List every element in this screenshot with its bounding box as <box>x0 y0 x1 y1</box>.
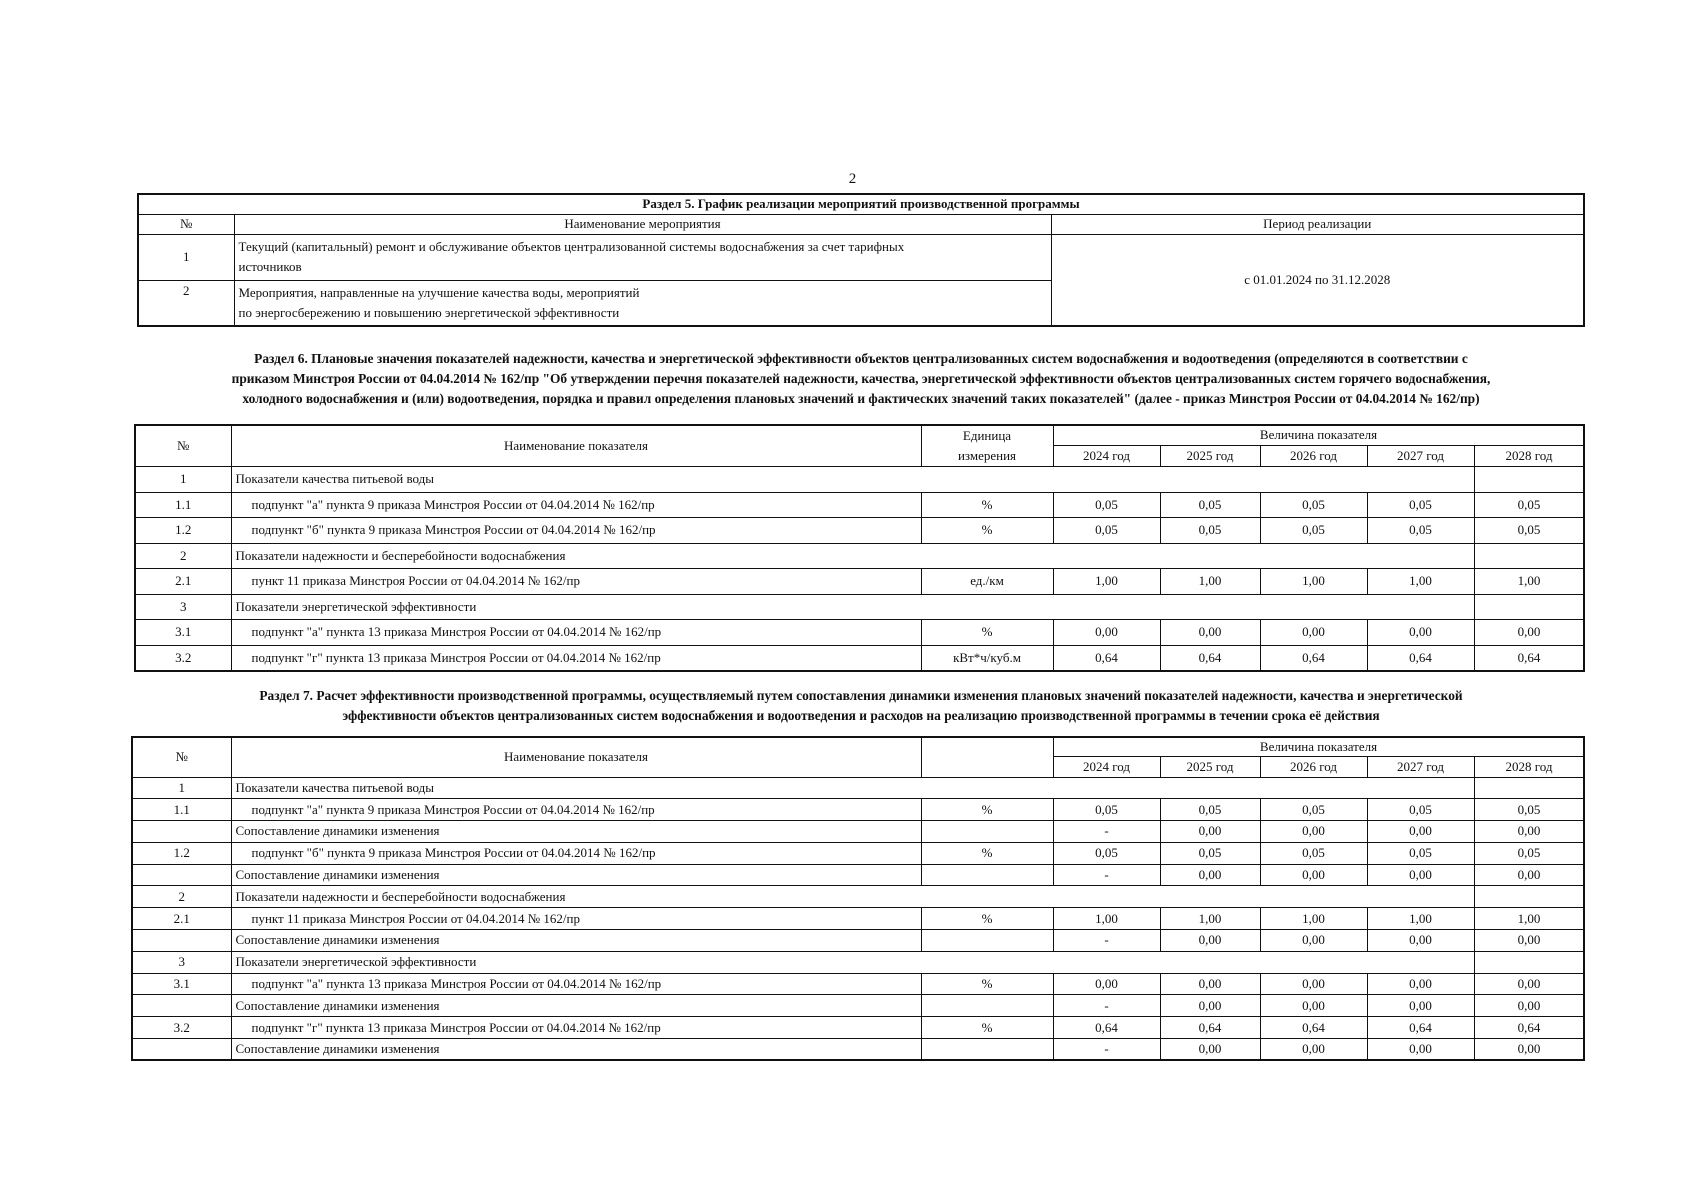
value-cell: 0,00 <box>1474 930 1584 952</box>
empty-cell <box>1474 951 1584 973</box>
value-cell: 1,00 <box>1260 908 1367 930</box>
indicator-name: подпункт "г" пункта 13 приказа Минстроя России от 04.04.2014 № 162/пр <box>231 1017 921 1039</box>
table-row <box>135 645 1584 671</box>
row-number: 3 <box>132 951 231 973</box>
value-cell: 0,05 <box>1474 492 1584 518</box>
value-cell: 0,00 <box>1367 995 1474 1017</box>
unit-cell: % <box>921 492 1053 518</box>
section7-title-line: Раздел 7. Расчет эффективности производственной программы, осуществляемый путем сопоставления динамики изменения плановых значений показателей надежности, качества и энергетической <box>259 688 1463 703</box>
value-cell: 0,00 <box>1474 620 1584 646</box>
section7-title-line: эффективности объектов централизованных систем водоснабжения и водоотведения и расходов на реализацию производственной программы в течении срока её действия <box>342 708 1380 723</box>
section6-title <box>138 349 1584 409</box>
empty-cell <box>1474 594 1584 620</box>
col-header-year: 2025 год <box>1160 445 1260 466</box>
unit-cell <box>921 864 1053 886</box>
value-cell: 0,05 <box>1053 842 1160 864</box>
col-header-period: Период реализации <box>1051 214 1584 234</box>
value-cell: 0,00 <box>1160 620 1260 646</box>
value-cell: 0,05 <box>1260 492 1367 518</box>
value-cell: 1,00 <box>1474 569 1584 595</box>
value-cell: 0,00 <box>1160 864 1260 886</box>
value-cell: 1,00 <box>1367 569 1474 595</box>
group-name: Показатели энергетической эффективности <box>231 594 1474 620</box>
col-header-year: 2026 год <box>1260 445 1367 466</box>
value-cell: 0,00 <box>1160 821 1260 843</box>
value-cell: 1,00 <box>1053 908 1160 930</box>
activity-name <box>234 234 1051 280</box>
indicator-name: подпункт "а" пункта 9 приказа Минстроя России от 04.04.2014 № 162/пр <box>231 799 921 821</box>
value-cell: 0,64 <box>1367 645 1474 671</box>
value-cell: 0,05 <box>1474 842 1584 864</box>
value-cell: 0,05 <box>1160 842 1260 864</box>
row-number: 2 <box>135 543 231 569</box>
value-cell: 0,00 <box>1260 864 1367 886</box>
row-number <box>132 864 231 886</box>
row-number: 2 <box>132 886 231 908</box>
group-row <box>132 886 1584 908</box>
value-cell: 0,00 <box>1474 1039 1584 1061</box>
group-name: Показатели качества питьевой воды <box>231 777 1474 799</box>
row-number: 1 <box>135 467 231 493</box>
value-cell: - <box>1053 995 1160 1017</box>
value-cell: 0,64 <box>1160 1017 1260 1039</box>
section6-title-line: холодного водоснабжения и (или) водоотведения, порядка и правил определения плановых значений и фактических значений таких показателей" (далее - приказ Минстроя России от 04.04.2014 № 162/пр) <box>242 391 1480 406</box>
table-row <box>138 234 1584 280</box>
unit-cell: % <box>921 1017 1053 1039</box>
row-number: 2.1 <box>135 569 231 595</box>
value-cell: 0,05 <box>1260 799 1367 821</box>
value-cell: 0,00 <box>1260 620 1367 646</box>
row-number: 3.1 <box>132 973 231 995</box>
group-row <box>132 951 1584 973</box>
unit-cell <box>921 1039 1053 1061</box>
value-cell: 0,00 <box>1474 864 1584 886</box>
row-number <box>132 995 231 1017</box>
value-cell: 0,05 <box>1260 842 1367 864</box>
empty-cell <box>1474 886 1584 908</box>
indicator-name: подпункт "а" пункта 13 приказа Минстроя России от 04.04.2014 № 162/пр <box>231 620 921 646</box>
row-number: 1.1 <box>135 492 231 518</box>
value-cell: 0,00 <box>1160 1039 1260 1061</box>
table-row <box>135 518 1584 544</box>
value-cell: 1,00 <box>1160 908 1260 930</box>
row-number: 2 <box>138 280 234 326</box>
row-number: 3.2 <box>132 1017 231 1039</box>
comparison-label: Сопоставление динамики изменения <box>231 864 921 886</box>
activity-name-line: источников <box>238 259 302 274</box>
value-cell: 0,00 <box>1260 1039 1367 1061</box>
indicator-name: подпункт "б" пункта 9 приказа Минстроя России от 04.04.2014 № 162/пр <box>231 842 921 864</box>
table-row <box>135 492 1584 518</box>
value-cell: 1,00 <box>1053 569 1160 595</box>
col-header-unit-line: Единица <box>962 428 1012 443</box>
value-cell: 1,00 <box>1260 569 1367 595</box>
unit-cell: кВт*ч/куб.м <box>921 645 1053 671</box>
value-cell: - <box>1053 930 1160 952</box>
row-number <box>132 821 231 843</box>
col-header-year: 2027 год <box>1367 445 1474 466</box>
value-cell: 0,64 <box>1160 645 1260 671</box>
value-cell: 0,05 <box>1474 518 1584 544</box>
value-cell: 0,05 <box>1160 492 1260 518</box>
value-cell: 0,00 <box>1367 1039 1474 1061</box>
col-header-unit-line: измерения <box>957 448 1017 463</box>
group-name: Показатели надежности и бесперебойности водоснабжения <box>231 543 1474 569</box>
group-name: Показатели энергетической эффективности <box>231 951 1474 973</box>
table-row <box>135 569 1584 595</box>
row-number: 1 <box>132 777 231 799</box>
value-cell: 0,05 <box>1053 518 1160 544</box>
unit-cell: % <box>921 799 1053 821</box>
row-number: 1.2 <box>132 842 231 864</box>
comparison-label: Сопоставление динамики изменения <box>231 930 921 952</box>
table-row <box>132 973 1584 995</box>
unit-cell: % <box>921 973 1053 995</box>
value-cell: 0,05 <box>1474 799 1584 821</box>
activity-name-line: Мероприятия, направленные на улучшение качества воды, мероприятий <box>238 284 640 300</box>
value-cell: 0,00 <box>1367 620 1474 646</box>
value-cell: 0,05 <box>1160 518 1260 544</box>
col-header-year: 2028 год <box>1474 756 1584 777</box>
value-cell: - <box>1053 821 1160 843</box>
page-number: 2 <box>848 171 857 187</box>
value-cell: - <box>1053 864 1160 886</box>
table-row <box>132 864 1584 886</box>
value-cell: 0,00 <box>1474 973 1584 995</box>
group-name: Показатели надежности и бесперебойности водоснабжения <box>231 886 1474 908</box>
value-cell: 0,00 <box>1160 930 1260 952</box>
table-row <box>132 995 1584 1017</box>
col-header-year: 2028 год <box>1474 445 1584 466</box>
value-cell: 0,64 <box>1260 1017 1367 1039</box>
row-number: 3.2 <box>135 645 231 671</box>
indicator-name: подпункт "г" пункта 13 приказа Минстроя России от 04.04.2014 № 162/пр <box>231 645 921 671</box>
unit-cell <box>921 930 1053 952</box>
unit-cell <box>921 821 1053 843</box>
col-header-value: Величина показателя <box>1053 425 1584 445</box>
unit-cell: % <box>921 620 1053 646</box>
value-cell: 0,00 <box>1474 995 1584 1017</box>
value-cell: 0,05 <box>1367 842 1474 864</box>
row-number: 3 <box>135 594 231 620</box>
value-cell: 0,05 <box>1367 492 1474 518</box>
table-row <box>132 1017 1584 1039</box>
value-cell: 0,64 <box>1367 1017 1474 1039</box>
row-number: 3.1 <box>135 620 231 646</box>
section6-title-line: приказом Минстроя России от 04.04.2014 № 162/пр "Об утверждении перечня показателей надежности, качества, энергетической эффективности объектов централизованных систем горячего водоснабжения, <box>231 371 1491 386</box>
indicator-name: пункт 11 приказа Минстроя России от 04.04.2014 № 162/пр <box>231 908 921 930</box>
value-cell: 0,64 <box>1474 1017 1584 1039</box>
value-cell: 0,00 <box>1367 930 1474 952</box>
section7-title <box>138 686 1584 726</box>
row-number: 1.2 <box>135 518 231 544</box>
empty-cell <box>1474 467 1584 493</box>
comparison-label: Сопоставление динамики изменения <box>231 821 921 843</box>
value-cell: 0,00 <box>1367 973 1474 995</box>
value-cell: 0,00 <box>1260 821 1367 843</box>
value-cell: 0,00 <box>1053 973 1160 995</box>
col-header-activity: Наименование мероприятия <box>234 214 1051 234</box>
unit-cell: ед./км <box>921 569 1053 595</box>
implementation-period: с 01.01.2024 по 31.12.2028 <box>1051 234 1584 326</box>
value-cell: 0,00 <box>1367 821 1474 843</box>
value-cell: 0,05 <box>1053 492 1160 518</box>
value-cell: 0,64 <box>1053 1017 1160 1039</box>
col-header-year: 2027 год <box>1367 756 1474 777</box>
value-cell: 0,05 <box>1367 518 1474 544</box>
col-header-unit-empty <box>921 737 1053 777</box>
col-header-year: 2024 год <box>1053 756 1160 777</box>
col-header-no: № <box>135 425 231 467</box>
group-name: Показатели качества питьевой воды <box>231 467 1474 493</box>
group-row <box>135 594 1584 620</box>
col-header-indicator: Наименование показателя <box>231 425 921 467</box>
unit-cell <box>921 995 1053 1017</box>
value-cell: 0,64 <box>1260 645 1367 671</box>
row-number <box>132 930 231 952</box>
value-cell: 0,00 <box>1160 973 1260 995</box>
value-cell: - <box>1053 1039 1160 1061</box>
row-number: 1.1 <box>132 799 231 821</box>
indicator-name: пункт 11 приказа Минстроя России от 04.04.2014 № 162/пр <box>231 569 921 595</box>
comparison-label: Сопоставление динамики изменения <box>231 1039 921 1061</box>
indicator-name: подпункт "а" пункта 9 приказа Минстроя России от 04.04.2014 № 162/пр <box>231 492 921 518</box>
row-number <box>132 1039 231 1061</box>
value-cell: 0,00 <box>1474 821 1584 843</box>
col-header-no: № <box>132 737 231 777</box>
col-header-year: 2024 год <box>1053 445 1160 466</box>
col-header-unit <box>921 425 1053 467</box>
unit-cell: % <box>921 518 1053 544</box>
value-cell: 1,00 <box>1160 569 1260 595</box>
col-header-indicator: Наименование показателя <box>231 737 921 777</box>
col-header-year: 2025 год <box>1160 756 1260 777</box>
section7-table <box>131 736 1585 1061</box>
table-row <box>132 1039 1584 1061</box>
empty-cell <box>1474 543 1584 569</box>
empty-cell <box>1474 777 1584 799</box>
value-cell: 1,00 <box>1474 908 1584 930</box>
indicator-name: подпункт "а" пункта 13 приказа Минстроя России от 04.04.2014 № 162/пр <box>231 973 921 995</box>
table-row <box>132 908 1584 930</box>
value-cell: 0,00 <box>1260 995 1367 1017</box>
table-row <box>132 930 1584 952</box>
row-number: 2.1 <box>132 908 231 930</box>
group-row <box>132 777 1584 799</box>
section6-title-line: Раздел 6. Плановые значения показателей надежности, качества и энергетической эффективности объектов централизованных систем водоснабжения и водоотведения (определяются в соответствии с <box>254 351 1468 366</box>
indicator-name: подпункт "б" пункта 9 приказа Минстроя России от 04.04.2014 № 162/пр <box>231 518 921 544</box>
value-cell: 0,00 <box>1053 620 1160 646</box>
activity-name <box>234 280 1051 326</box>
comparison-label: Сопоставление динамики изменения <box>231 995 921 1017</box>
activity-name-line: Текущий (капитальный) ремонт и обслуживание объектов централизованной системы водоснабжения за счет тарифных <box>238 239 905 254</box>
section6-table <box>134 424 1585 672</box>
value-cell: 0,05 <box>1053 799 1160 821</box>
table-row <box>132 799 1584 821</box>
value-cell: 0,00 <box>1260 930 1367 952</box>
value-cell: 0,05 <box>1260 518 1367 544</box>
table-row <box>135 620 1584 646</box>
value-cell: 0,00 <box>1260 973 1367 995</box>
value-cell: 0,05 <box>1160 799 1260 821</box>
row-number: 1 <box>138 234 234 280</box>
activity-name-line: по энергосбережению и повышению энергетической эффективности <box>238 304 620 320</box>
value-cell: 0,05 <box>1367 799 1474 821</box>
unit-cell: % <box>921 842 1053 864</box>
table-row <box>132 842 1584 864</box>
value-cell: 0,00 <box>1367 864 1474 886</box>
section5-table <box>137 193 1585 327</box>
section5-title: Раздел 5. График реализации мероприятий производственной программы <box>138 194 1584 214</box>
table-row <box>132 821 1584 843</box>
value-cell: 0,64 <box>1474 645 1584 671</box>
col-header-value: Величина показателя <box>1053 737 1584 756</box>
value-cell: 0,64 <box>1053 645 1160 671</box>
group-row <box>135 467 1584 493</box>
group-row <box>135 543 1584 569</box>
unit-cell: % <box>921 908 1053 930</box>
col-header-year: 2026 год <box>1260 756 1367 777</box>
value-cell: 1,00 <box>1367 908 1474 930</box>
value-cell: 0,00 <box>1160 995 1260 1017</box>
col-header-no: № <box>138 214 234 234</box>
